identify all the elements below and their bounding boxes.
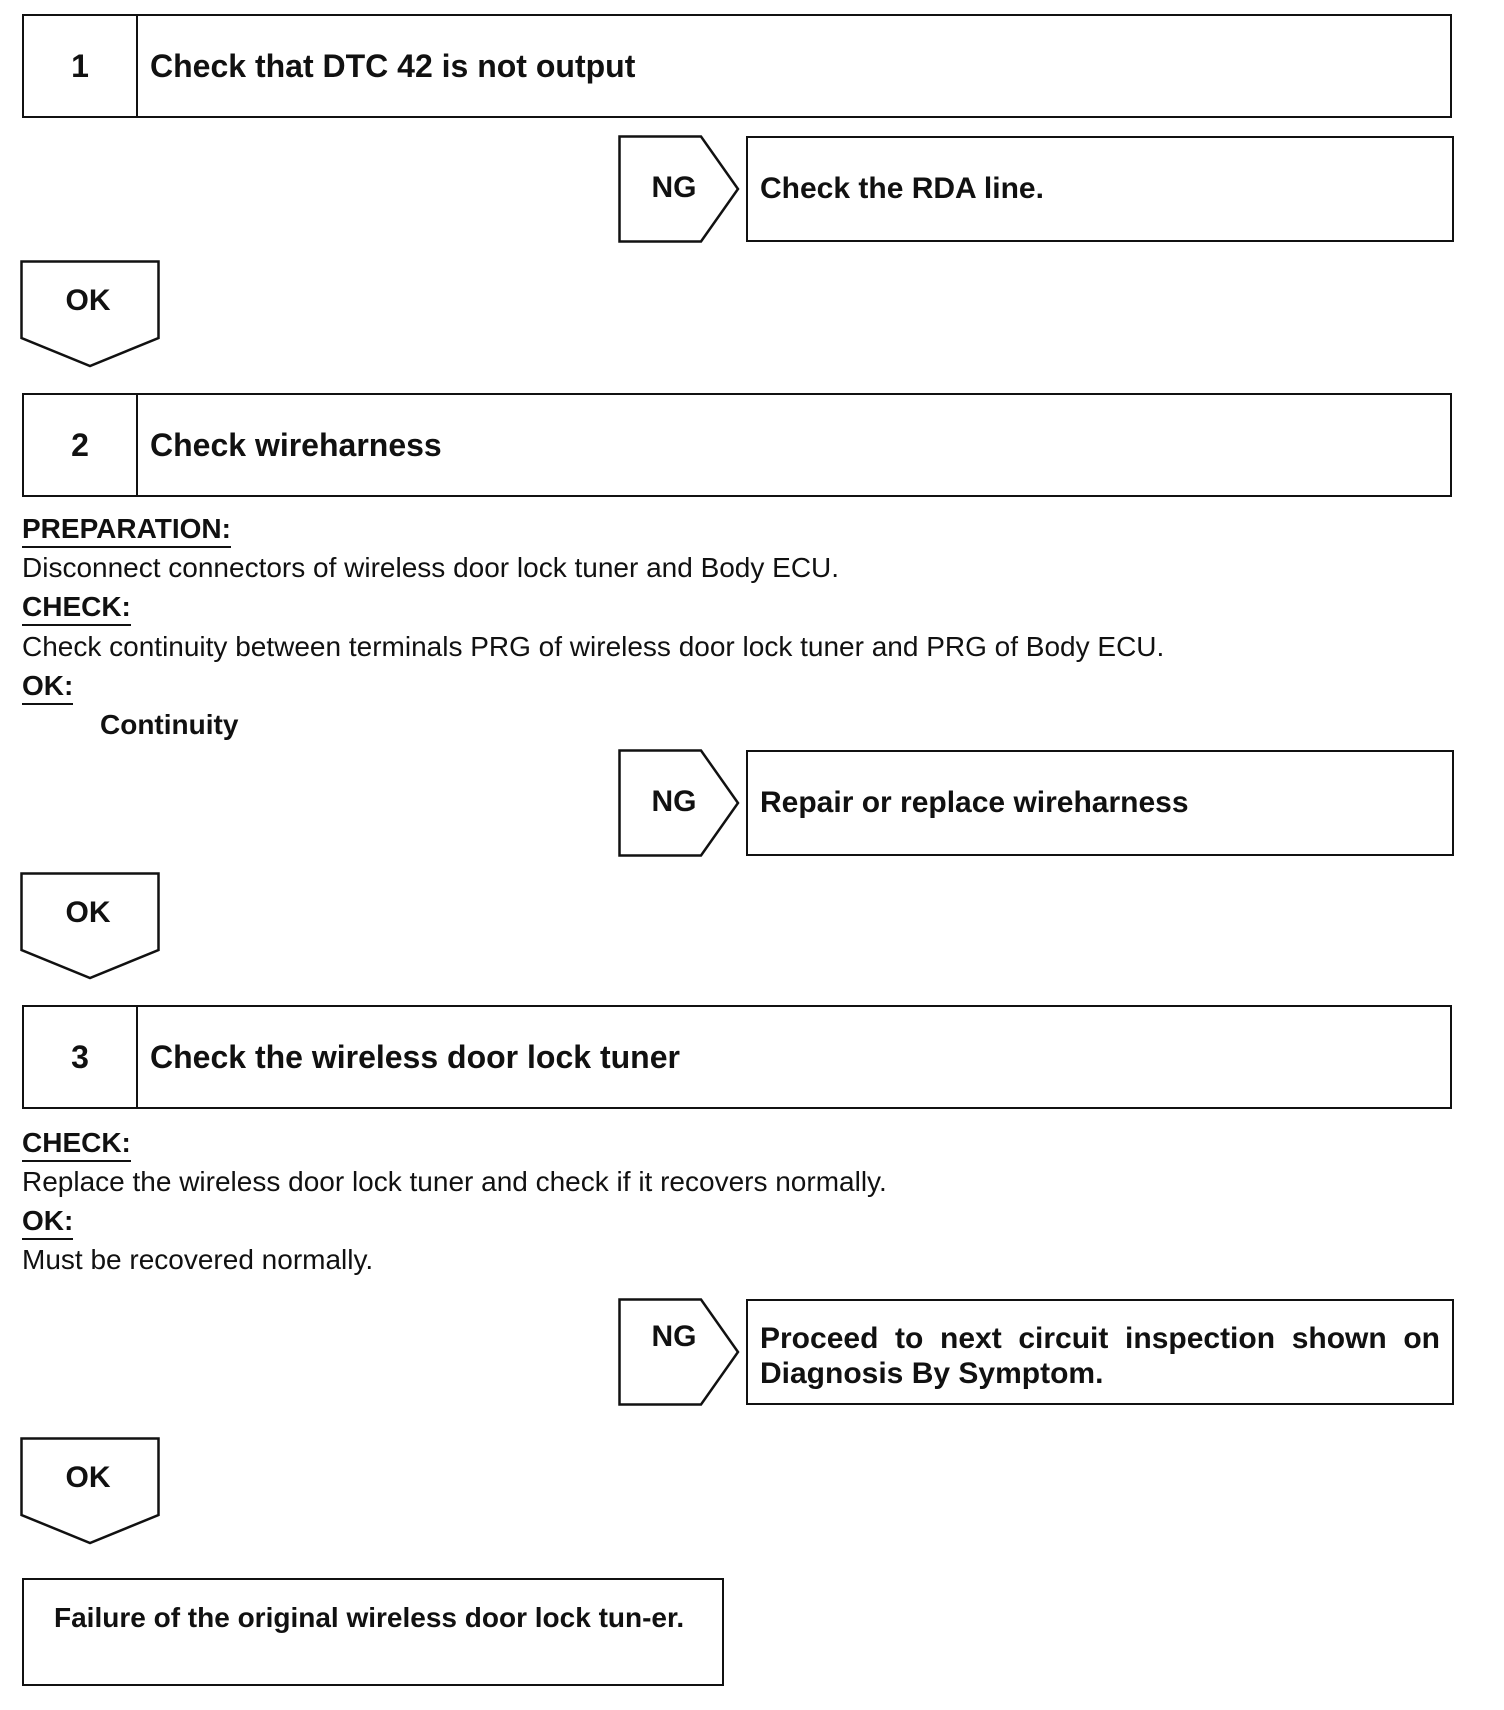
- ng-label-1: NG: [651, 171, 697, 204]
- ng-result-3: Proceed to next circuit inspection shown on Diagnosis By Symptom.: [746, 1299, 1454, 1405]
- final-result-box: Failure of the original wireless door lock tun-er.: [22, 1578, 724, 1686]
- step-2-check-label: CHECK:: [22, 590, 131, 626]
- step-3-box: [22, 1005, 1452, 1109]
- step-3-check-label: CHECK:: [22, 1126, 131, 1162]
- step-3-title: Check the wireless door lock tuner: [150, 1038, 680, 1075]
- step-2-check-text: Check continuity between terminals PRG of wireless door lock tuner and PRG of Body ECU.: [22, 631, 1165, 662]
- step-2-preparation-label: PREPARATION:: [22, 512, 231, 548]
- ng-result-2: Repair or replace wireharness: [746, 750, 1454, 856]
- step-2-preparation-text: Disconnect connectors of wireless door lock tuner and Body ECU.: [22, 552, 840, 583]
- step-3-ok-label: OK:: [22, 1204, 73, 1240]
- step-2-ok-text: Continuity: [100, 709, 239, 740]
- ok-label-1: OK: [65, 284, 111, 317]
- step-2-number: 2: [24, 395, 138, 495]
- step-1-box: [22, 14, 1452, 118]
- step-1-number: 1: [24, 16, 138, 116]
- ng-result-1: Check the RDA line.: [746, 136, 1454, 242]
- step-2-ok-label: OK:: [22, 669, 73, 705]
- step-2-box: [22, 393, 1452, 497]
- ng-label-2: NG: [651, 785, 697, 818]
- step-3-ok-text: Must be recovered normally.: [22, 1244, 374, 1275]
- ng-label-3: NG: [651, 1320, 697, 1353]
- step-3-check-text: Replace the wireless door lock tuner and check if it recovers normally.: [22, 1166, 887, 1197]
- ok-label-3: OK: [65, 1461, 111, 1494]
- step-3-number: 3: [24, 1007, 138, 1107]
- ok-label-2: OK: [65, 896, 111, 929]
- step-1-title: Check that DTC 42 is not output: [150, 47, 636, 84]
- step-2-title: Check wireharness: [150, 426, 442, 463]
